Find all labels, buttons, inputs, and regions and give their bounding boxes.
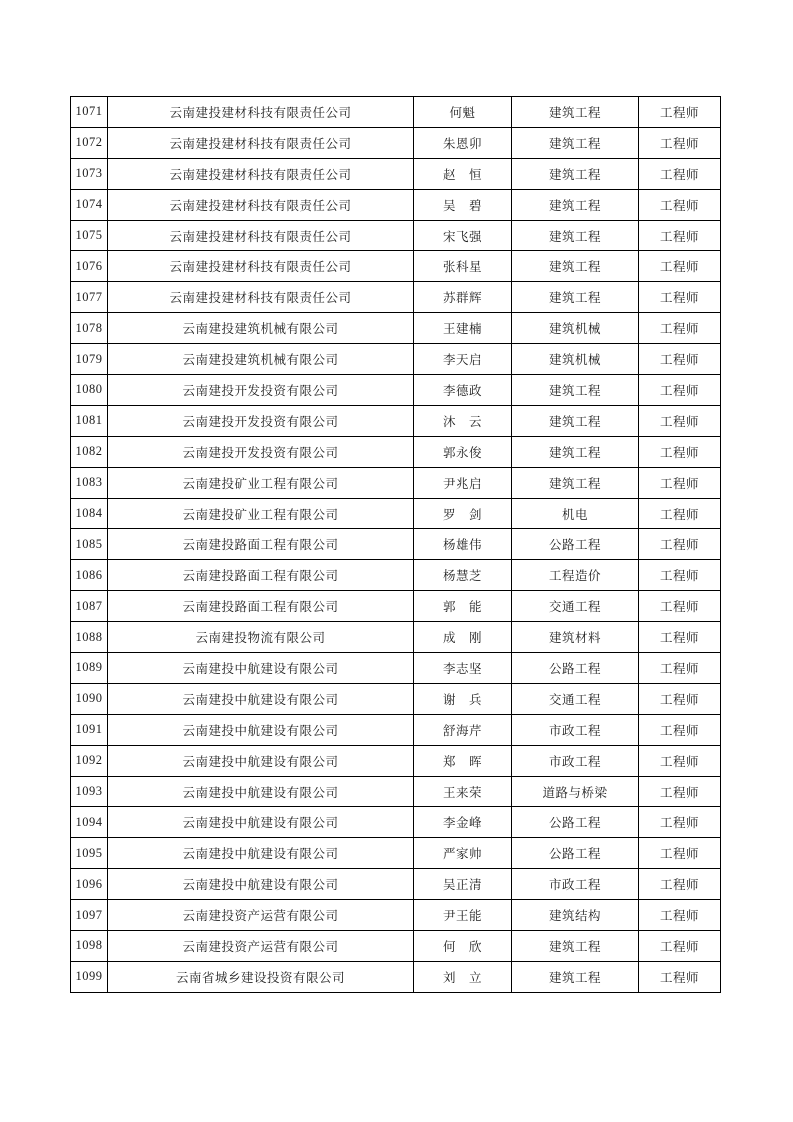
cell-serial-number: 1079 xyxy=(71,344,108,375)
cell-company-name: 云南建投路面工程有限公司 xyxy=(108,529,414,560)
cell-company-name: 云南建投建筑机械有限公司 xyxy=(108,344,414,375)
cell-serial-number: 1082 xyxy=(71,436,108,467)
cell-person-name: 宋飞强 xyxy=(414,220,512,251)
cell-specialty: 建筑工程 xyxy=(512,220,639,251)
cell-company-name: 云南建投建材科技有限责任公司 xyxy=(108,158,414,189)
cell-company-name: 云南建投中航建设有限公司 xyxy=(108,869,414,900)
table-row xyxy=(71,529,721,560)
cell-specialty: 市政工程 xyxy=(512,745,639,776)
table-row xyxy=(71,807,721,838)
cell-job-title: 工程师 xyxy=(639,529,721,560)
cell-serial-number: 1094 xyxy=(71,807,108,838)
cell-person-name: 王来荣 xyxy=(414,776,512,807)
cell-company-name: 云南建投开发投资有限公司 xyxy=(108,405,414,436)
cell-job-title: 工程师 xyxy=(639,436,721,467)
cell-serial-number: 1096 xyxy=(71,869,108,900)
cell-person-name: 何 欣 xyxy=(414,931,512,962)
cell-person-name: 刘 立 xyxy=(414,961,512,992)
cell-person-name: 严家帅 xyxy=(414,838,512,869)
cell-serial-number: 1084 xyxy=(71,498,108,529)
cell-serial-number: 1089 xyxy=(71,653,108,684)
cell-job-title: 工程师 xyxy=(639,900,721,931)
table-row xyxy=(71,405,721,436)
cell-company-name: 云南省城乡建设投资有限公司 xyxy=(108,961,414,992)
cell-specialty: 建筑工程 xyxy=(512,127,639,158)
cell-serial-number: 1093 xyxy=(71,776,108,807)
cell-job-title: 工程师 xyxy=(639,158,721,189)
table-row xyxy=(71,745,721,776)
cell-specialty: 市政工程 xyxy=(512,714,639,745)
cell-serial-number: 1076 xyxy=(71,251,108,282)
cell-person-name: 朱恩卯 xyxy=(414,127,512,158)
cell-company-name: 云南建投建材科技有限责任公司 xyxy=(108,220,414,251)
cell-job-title: 工程师 xyxy=(639,807,721,838)
cell-company-name: 云南建投开发投资有限公司 xyxy=(108,436,414,467)
cell-person-name: 郑 晖 xyxy=(414,745,512,776)
cell-specialty: 市政工程 xyxy=(512,869,639,900)
cell-person-name: 舒海芹 xyxy=(414,714,512,745)
cell-job-title: 工程师 xyxy=(639,683,721,714)
cell-job-title: 工程师 xyxy=(639,313,721,344)
cell-company-name: 云南建投中航建设有限公司 xyxy=(108,838,414,869)
cell-company-name: 云南建投中航建设有限公司 xyxy=(108,714,414,745)
table-row xyxy=(71,220,721,251)
cell-job-title: 工程师 xyxy=(639,591,721,622)
cell-job-title: 工程师 xyxy=(639,961,721,992)
cell-job-title: 工程师 xyxy=(639,467,721,498)
cell-company-name: 云南建投矿业工程有限公司 xyxy=(108,467,414,498)
cell-job-title: 工程师 xyxy=(639,653,721,684)
cell-job-title: 工程师 xyxy=(639,931,721,962)
cell-specialty: 建筑材料 xyxy=(512,622,639,653)
cell-serial-number: 1081 xyxy=(71,405,108,436)
cell-job-title: 工程师 xyxy=(639,745,721,776)
cell-job-title: 工程师 xyxy=(639,251,721,282)
cell-person-name: 杨慧芝 xyxy=(414,560,512,591)
cell-person-name: 李金峰 xyxy=(414,807,512,838)
cell-job-title: 工程师 xyxy=(639,97,721,128)
cell-person-name: 郭 能 xyxy=(414,591,512,622)
cell-company-name: 云南建投路面工程有限公司 xyxy=(108,591,414,622)
cell-person-name: 张科星 xyxy=(414,251,512,282)
cell-job-title: 工程师 xyxy=(639,838,721,869)
cell-job-title: 工程师 xyxy=(639,282,721,313)
cell-company-name: 云南建投开发投资有限公司 xyxy=(108,375,414,406)
cell-specialty: 建筑工程 xyxy=(512,931,639,962)
table-row xyxy=(71,436,721,467)
table-row xyxy=(71,467,721,498)
cell-specialty: 公路工程 xyxy=(512,653,639,684)
cell-job-title: 工程师 xyxy=(639,560,721,591)
cell-person-name: 尹兆启 xyxy=(414,467,512,498)
cell-job-title: 工程师 xyxy=(639,776,721,807)
cell-specialty: 建筑工程 xyxy=(512,282,639,313)
table-row xyxy=(71,838,721,869)
cell-serial-number: 1091 xyxy=(71,714,108,745)
cell-person-name: 沐 云 xyxy=(414,405,512,436)
cell-specialty: 道路与桥梁 xyxy=(512,776,639,807)
cell-specialty: 公路工程 xyxy=(512,807,639,838)
cell-person-name: 何魁 xyxy=(414,97,512,128)
cell-specialty: 建筑工程 xyxy=(512,467,639,498)
cell-serial-number: 1088 xyxy=(71,622,108,653)
cell-job-title: 工程师 xyxy=(639,127,721,158)
cell-company-name: 云南建投建材科技有限责任公司 xyxy=(108,251,414,282)
cell-person-name: 李天启 xyxy=(414,344,512,375)
table-row xyxy=(71,127,721,158)
cell-company-name: 云南建投建材科技有限责任公司 xyxy=(108,97,414,128)
cell-serial-number: 1072 xyxy=(71,127,108,158)
cell-person-name: 杨雄伟 xyxy=(414,529,512,560)
table-row xyxy=(71,931,721,962)
roster-table-body xyxy=(71,97,721,993)
cell-specialty: 建筑工程 xyxy=(512,97,639,128)
cell-company-name: 云南建投建材科技有限责任公司 xyxy=(108,282,414,313)
cell-serial-number: 1071 xyxy=(71,97,108,128)
cell-person-name: 吴 碧 xyxy=(414,189,512,220)
cell-person-name: 谢 兵 xyxy=(414,683,512,714)
cell-specialty: 建筑机械 xyxy=(512,313,639,344)
table-row xyxy=(71,313,721,344)
cell-company-name: 云南建投建材科技有限责任公司 xyxy=(108,189,414,220)
cell-company-name: 云南建投中航建设有限公司 xyxy=(108,683,414,714)
cell-person-name: 苏群辉 xyxy=(414,282,512,313)
table-row xyxy=(71,344,721,375)
cell-job-title: 工程师 xyxy=(639,869,721,900)
cell-specialty: 建筑工程 xyxy=(512,405,639,436)
table-row xyxy=(71,714,721,745)
cell-person-name: 吴正清 xyxy=(414,869,512,900)
cell-person-name: 郭永俊 xyxy=(414,436,512,467)
cell-specialty: 机电 xyxy=(512,498,639,529)
cell-company-name: 云南建投物流有限公司 xyxy=(108,622,414,653)
cell-serial-number: 1086 xyxy=(71,560,108,591)
table-row xyxy=(71,189,721,220)
table-row xyxy=(71,622,721,653)
cell-company-name: 云南建投资产运营有限公司 xyxy=(108,931,414,962)
cell-serial-number: 1090 xyxy=(71,683,108,714)
cell-person-name: 成 刚 xyxy=(414,622,512,653)
table-row xyxy=(71,869,721,900)
cell-serial-number: 1087 xyxy=(71,591,108,622)
cell-serial-number: 1073 xyxy=(71,158,108,189)
cell-specialty: 建筑工程 xyxy=(512,436,639,467)
table-row xyxy=(71,683,721,714)
cell-specialty: 建筑工程 xyxy=(512,961,639,992)
cell-job-title: 工程师 xyxy=(639,344,721,375)
cell-serial-number: 1092 xyxy=(71,745,108,776)
table-row xyxy=(71,900,721,931)
table-row xyxy=(71,653,721,684)
cell-serial-number: 1075 xyxy=(71,220,108,251)
cell-serial-number: 1099 xyxy=(71,961,108,992)
cell-company-name: 云南建投建材科技有限责任公司 xyxy=(108,127,414,158)
cell-specialty: 建筑工程 xyxy=(512,375,639,406)
cell-specialty: 交通工程 xyxy=(512,683,639,714)
cell-serial-number: 1083 xyxy=(71,467,108,498)
cell-job-title: 工程师 xyxy=(639,189,721,220)
cell-serial-number: 1098 xyxy=(71,931,108,962)
table-row xyxy=(71,158,721,189)
cell-serial-number: 1085 xyxy=(71,529,108,560)
cell-job-title: 工程师 xyxy=(639,405,721,436)
cell-serial-number: 1095 xyxy=(71,838,108,869)
personnel-roster-table xyxy=(70,96,721,993)
cell-specialty: 交通工程 xyxy=(512,591,639,622)
cell-person-name: 赵 恒 xyxy=(414,158,512,189)
cell-specialty: 建筑工程 xyxy=(512,189,639,220)
cell-job-title: 工程师 xyxy=(639,375,721,406)
cell-company-name: 云南建投资产运营有限公司 xyxy=(108,900,414,931)
cell-serial-number: 1078 xyxy=(71,313,108,344)
cell-person-name: 尹王能 xyxy=(414,900,512,931)
cell-serial-number: 1097 xyxy=(71,900,108,931)
cell-serial-number: 1080 xyxy=(71,375,108,406)
cell-company-name: 云南建投中航建设有限公司 xyxy=(108,653,414,684)
table-row xyxy=(71,251,721,282)
cell-specialty: 建筑机械 xyxy=(512,344,639,375)
cell-person-name: 李志坚 xyxy=(414,653,512,684)
cell-specialty: 公路工程 xyxy=(512,529,639,560)
table-row xyxy=(71,776,721,807)
cell-serial-number: 1077 xyxy=(71,282,108,313)
cell-serial-number: 1074 xyxy=(71,189,108,220)
cell-person-name: 罗 剑 xyxy=(414,498,512,529)
cell-company-name: 云南建投建筑机械有限公司 xyxy=(108,313,414,344)
cell-job-title: 工程师 xyxy=(639,498,721,529)
cell-company-name: 云南建投中航建设有限公司 xyxy=(108,745,414,776)
cell-specialty: 公路工程 xyxy=(512,838,639,869)
table-row xyxy=(71,97,721,128)
cell-person-name: 王建楠 xyxy=(414,313,512,344)
table-row xyxy=(71,591,721,622)
cell-specialty: 建筑工程 xyxy=(512,158,639,189)
cell-company-name: 云南建投矿业工程有限公司 xyxy=(108,498,414,529)
cell-person-name: 李德政 xyxy=(414,375,512,406)
cell-specialty: 建筑工程 xyxy=(512,251,639,282)
cell-company-name: 云南建投中航建设有限公司 xyxy=(108,776,414,807)
table-row xyxy=(71,560,721,591)
table-row xyxy=(71,961,721,992)
cell-job-title: 工程师 xyxy=(639,622,721,653)
table-row xyxy=(71,282,721,313)
cell-company-name: 云南建投路面工程有限公司 xyxy=(108,560,414,591)
cell-job-title: 工程师 xyxy=(639,220,721,251)
table-row xyxy=(71,498,721,529)
table-row xyxy=(71,375,721,406)
cell-specialty: 建筑结构 xyxy=(512,900,639,931)
cell-job-title: 工程师 xyxy=(639,714,721,745)
cell-specialty: 工程造价 xyxy=(512,560,639,591)
cell-company-name: 云南建投中航建设有限公司 xyxy=(108,807,414,838)
